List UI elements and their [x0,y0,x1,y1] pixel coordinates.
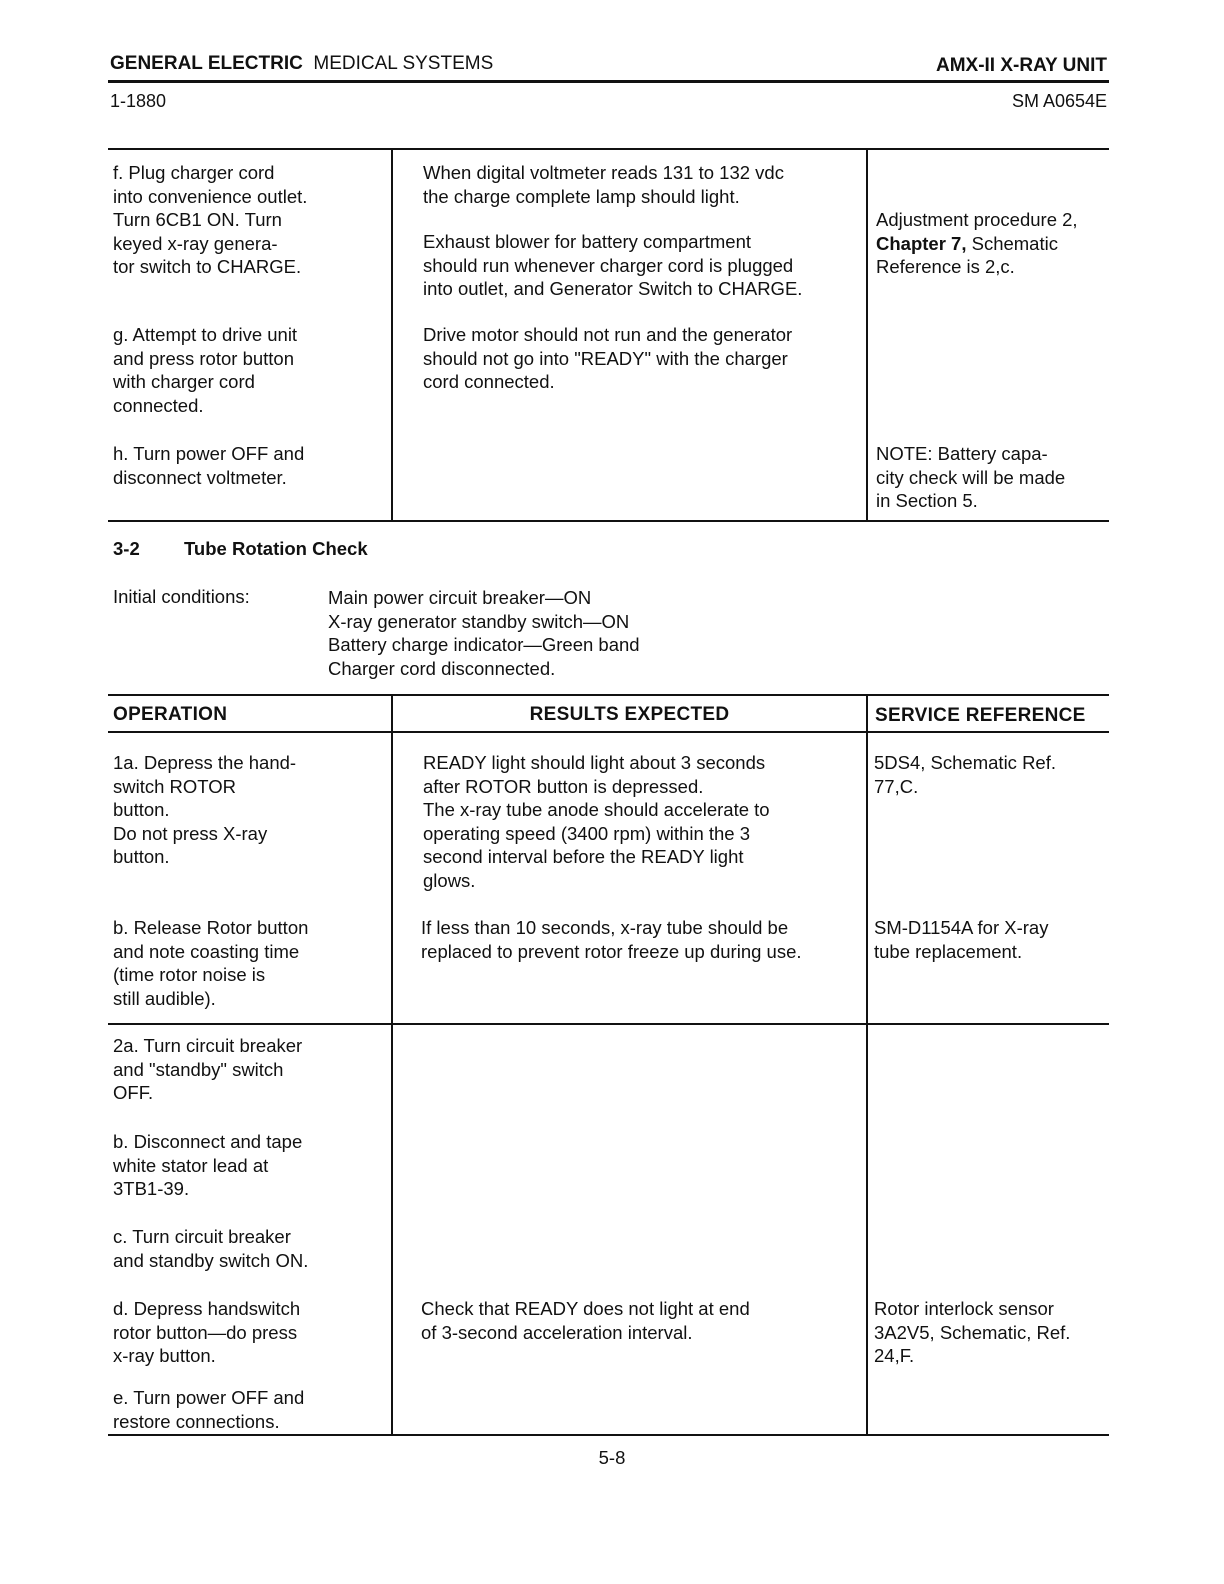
header-company [110,53,493,75]
table-row-ref: Rotor interlock sensor 3A2V5, Schematic, Ref. 24,F. [874,1298,1071,1367]
table-row-result: When digital voltmeter reads 131 to 132 vdc the charge complete lamp should light. [423,162,784,207]
table2-top-rule [108,694,1109,696]
initial-conditions-list [328,586,640,680]
table1-top-rule [108,148,1109,150]
column-header-results: RESULTS EXPECTED [529,704,730,725]
table-row-op: b. Release Rotor button and note coasting time (time rotor noise is still audible). [113,917,309,1009]
table-row-ref: NOTE: Battery capa- city check will be made in Section 5. [876,443,1066,512]
ref-text: Adjustment procedure 2, [876,209,1078,230]
initial-conditions-label: Initial conditions: [113,586,250,607]
table-row-op: d. Depress handswitch rotor button—do press x-ray button. [113,1298,301,1367]
ref-chapter: Chapter 7, [876,232,967,254]
table-row-op: 1a. Depress the hand- switch ROTOR button. Do not press X-ray button. [113,752,297,868]
table-row-result: Exhaust blower for battery compartment should run whenever charger cord is plugged into outlet, and Generator Switch to CHARGE. [423,231,803,300]
table-row-op: b. Disconnect and tape white stator lead at 3TB1-39. [113,1131,303,1200]
table-row-result: Drive motor should not run and the generator should not go into "READY" with the charger cord connected. [423,324,793,393]
header-rule [108,80,1109,83]
table-row-ref: SM-D1154A for X-ray tube replacement. [874,917,1049,962]
column-header-reference: SERVICE REFERENCE [875,705,1086,726]
table-row-op: g. Attempt to drive unit and press rotor button with charger cord connected. [113,324,298,416]
table-row-ref: 5DS4, Schematic Ref. 77,C. [874,752,1056,797]
table-row-op: e. Turn power OFF and restore connections. [113,1387,305,1432]
table-row-result: If less than 10 seconds, x-ray tube should be replaced to prevent rotor freeze up during use. [421,917,802,962]
table-row-op: c. Turn circuit breaker and standby switch ON. [113,1226,309,1271]
column-header-operation: OPERATION [113,704,228,725]
product-name: AMX-II X-RAY UNIT [935,55,1107,76]
list-item: Battery charge indicator—Green band [328,634,640,656]
doc-number-right: SM A0654E [1011,91,1107,111]
list-item: Charger cord disconnected. [328,657,556,679]
table-row-ref [876,208,1111,279]
table-row-op: f. Plug charger cord into convenience outlet. Turn 6CB1 ON. Turn keyed x-ray genera- tor switch to CHARGE. [113,162,308,278]
table-row-op: h. Turn power OFF and disconnect voltmeter. [113,443,305,488]
table-row-result: READY light should light about 3 seconds after ROTOR button is depressed. The x-ray tube anode should accelerate to operating speed (3400 rpm) within the 3 second interval before the READY light glows. [423,752,770,891]
page-number: 5-8 [598,1447,626,1468]
table2-col-divider-2 [866,694,868,1436]
ref-text: Schematic Reference is 2,c. [876,232,1058,278]
table-row-result: Check that READY does not light at end of 3-second acceleration interval. [421,1298,750,1343]
company-division: MEDICAL SYSTEMS [313,53,494,74]
table-row-op: 2a. Turn circuit breaker and "standby" switch OFF. [113,1035,303,1104]
table1-bottom-rule [108,520,1109,522]
table2-header-rule [108,731,1109,733]
doc-number-left: 1-1880 [110,91,167,111]
list-item: X-ray generator standby switch—ON [328,610,630,632]
list-item: Main power circuit breaker—ON [328,587,592,608]
table2-bottom-rule [108,1434,1109,1436]
company-name: GENERAL ELECTRIC [110,53,303,74]
table2-col-divider-1 [391,694,393,1436]
table1-col-divider-2 [866,148,868,522]
table2-row-rule [108,1023,1109,1025]
section-number: 3-2 [113,538,140,559]
table1-col-divider-1 [391,148,393,522]
section-title: Tube Rotation Check [184,538,368,559]
